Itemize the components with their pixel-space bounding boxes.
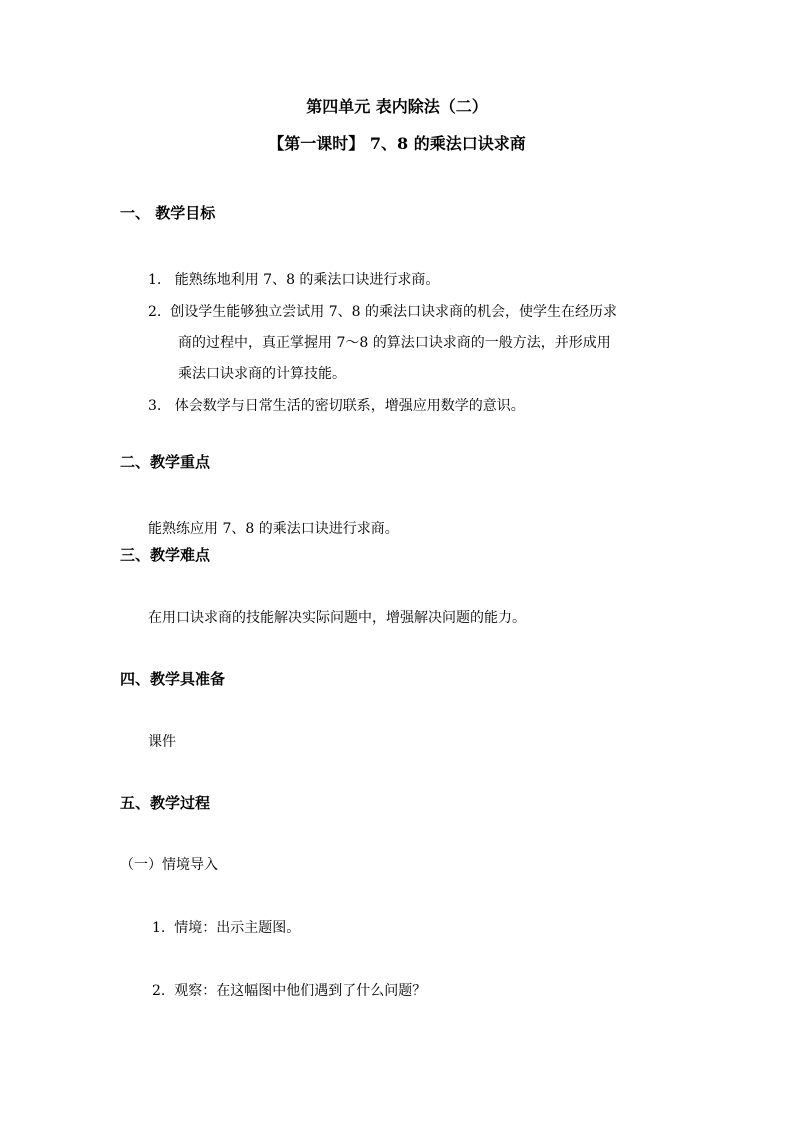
goal-item-number: 1.: [148, 272, 162, 288]
goal-item-number: 3.: [148, 398, 162, 414]
process-step-1: [152, 918, 300, 938]
preparation-text: 课件: [148, 734, 176, 750]
process-step-2: [152, 981, 426, 1001]
difficulties-text: 在用口诀求商的技能解决实际问题中，增强解决问题的能力。: [148, 610, 526, 626]
goal-item-text: 体会数学与日常生活的密切联系，增强应用数学的意识。: [174, 398, 525, 414]
section-heading-process: 五、教学过程: [120, 794, 211, 812]
process-step-text: 观察：在这幅图中他们遇到了什么问题？: [174, 983, 427, 999]
goal-item-3: [148, 396, 525, 416]
process-subsection-1: （一）情境导入: [120, 857, 218, 873]
page-subtitle: 【第一课时】 7、8 的乘法口诀求商: [268, 134, 526, 153]
goal-item-2: [148, 302, 617, 322]
process-step-text: 情境：出示主题图。: [174, 920, 301, 936]
goal-item-1: [148, 270, 439, 290]
goal-item-number: 2.: [148, 304, 162, 320]
page-title: 第四单元 表内除法（二）: [306, 97, 488, 116]
goal-item-text: 能熟练地利用 7、8 的乘法口诀进行求商。: [174, 272, 440, 288]
process-step-number: 1.: [152, 920, 166, 936]
goal-item-2-cont-1: 商的过程中，真正掌握用 7～8 的算法口诀求商的一般方法，并形成用: [178, 335, 611, 351]
section-heading-key-points: 二、教学重点: [120, 453, 211, 471]
process-step-number: 2.: [152, 983, 166, 999]
goal-item-2-cont-2: 乘法口诀求商的计算技能。: [178, 366, 346, 382]
section-heading-difficulties: 三、教学难点: [120, 546, 211, 564]
section-heading-preparation: 四、教学具准备: [120, 670, 226, 688]
goal-item-text: 创设学生能够独立尝试用 7、8 的乘法口诀求商的机会，使学生在经历求: [170, 304, 617, 320]
section-heading-goals: 一、 教学目标: [120, 204, 216, 222]
key-points-text: 能熟练应用 7、8 的乘法口诀进行求商。: [148, 521, 399, 537]
